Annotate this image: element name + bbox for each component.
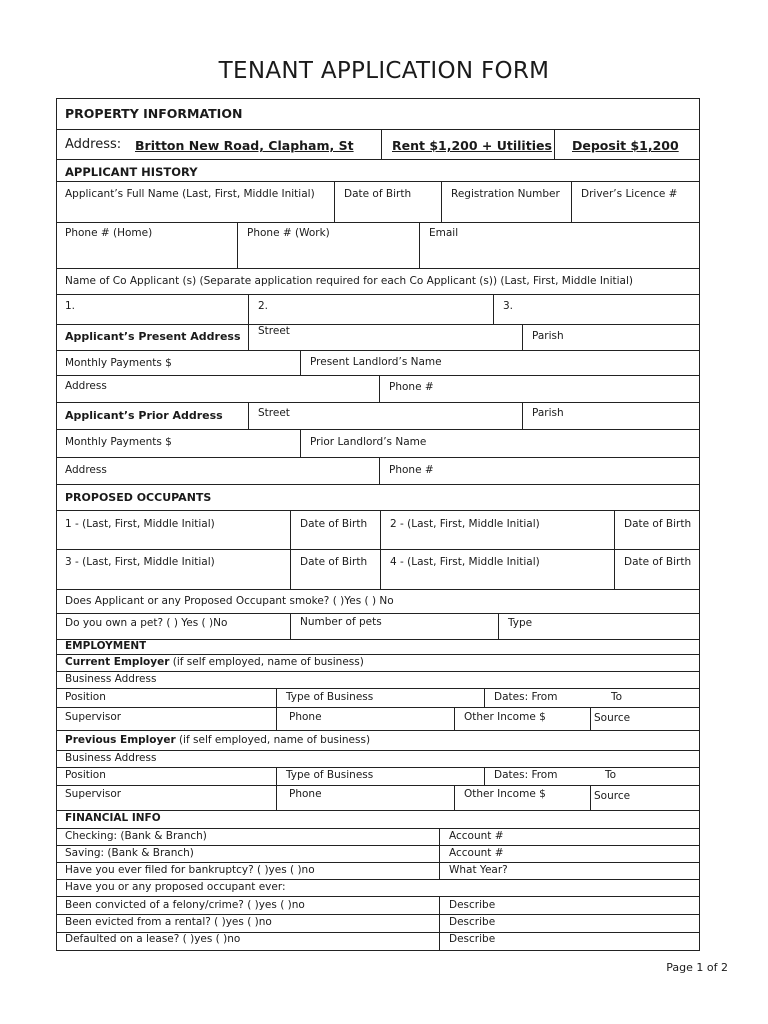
prior-phone-field[interactable]: Phone #	[389, 464, 434, 476]
pet-type-field[interactable]: Type	[508, 617, 533, 629]
bankruptcy-question[interactable]: Have you ever filed for bankruptcy? ( )yes ( )no	[65, 864, 315, 876]
present-monthly-field[interactable]: Monthly Payments $	[65, 357, 172, 369]
address-label: Address:	[65, 137, 122, 152]
previous-employer-field[interactable]: Previous Employer (if self employed, name of business)	[65, 734, 371, 746]
current-dates-to-field[interactable]: To	[611, 691, 623, 703]
licence-field[interactable]: Driver’s Licence #	[581, 188, 678, 200]
occupant-3-dob-field[interactable]: Date of Birth	[300, 556, 368, 568]
saving-field[interactable]: Saving: (Bank & Branch)	[65, 847, 194, 859]
current-other-income-field[interactable]: Other Income $	[464, 711, 546, 723]
occupant-2-field[interactable]: 2 - (Last, First, Middle Initial)	[390, 518, 540, 530]
co-applicant-label: Name of Co Applicant (s) (Separate application required for each Co Applicant (s)) (Last, First, Middle Initial)	[65, 275, 633, 287]
occupant-1-dob-field[interactable]: Date of Birth	[300, 518, 368, 530]
current-employer-field[interactable]: Current Employer (if self employed, name of business)	[65, 656, 364, 668]
previous-other-income-field[interactable]: Other Income $	[464, 788, 546, 800]
co-applicant-1-field[interactable]: 1.	[65, 300, 76, 312]
current-type-business-field[interactable]: Type of Business	[286, 691, 374, 703]
checking-field[interactable]: Checking: (Bank & Branch)	[65, 830, 207, 842]
current-supervisor-field[interactable]: Supervisor	[65, 711, 122, 723]
previous-dates-to-field[interactable]: To	[605, 769, 617, 781]
current-source-field[interactable]: Source	[594, 712, 631, 724]
previous-supervisor-field[interactable]: Supervisor	[65, 788, 122, 800]
saving-account-field[interactable]: Account #	[449, 847, 504, 859]
current-position-field[interactable]: Position	[65, 691, 106, 703]
pet-question[interactable]: Do you own a pet? ( ) Yes ( )No	[65, 617, 228, 629]
prior-address-field[interactable]: Address	[65, 464, 107, 476]
present-landlord-field[interactable]: Present Landlord’s Name	[310, 356, 442, 368]
ever-label: Have you or any proposed occupant ever:	[65, 881, 286, 893]
current-phone-field[interactable]: Phone	[289, 711, 322, 723]
prior-monthly-field[interactable]: Monthly Payments $	[65, 436, 172, 448]
felony-describe-field[interactable]: Describe	[449, 899, 496, 911]
occupant-4-dob-field[interactable]: Date of Birth	[624, 556, 692, 568]
current-business-address-field[interactable]: Business Address	[65, 673, 157, 685]
present-phone-field[interactable]: Phone #	[389, 381, 434, 393]
phone-work-field[interactable]: Phone # (Work)	[247, 227, 330, 239]
previous-phone-field[interactable]: Phone	[289, 788, 322, 800]
rent-value: Rent $1,200 + Utilities	[392, 138, 552, 153]
employment-heading: EMPLOYMENT	[65, 640, 147, 652]
occupant-1-field[interactable]: 1 - (Last, First, Middle Initial)	[65, 518, 215, 530]
occupant-3-field[interactable]: 3 - (Last, First, Middle Initial)	[65, 556, 215, 568]
email-field[interactable]: Email	[429, 227, 459, 239]
occupants-heading: PROPOSED OCCUPANTS	[65, 491, 212, 504]
financial-heading: FINANCIAL INFO	[65, 812, 161, 824]
co-applicant-2-field[interactable]: 2.	[258, 300, 269, 312]
evicted-question[interactable]: Been evicted from a rental? ( )yes ( )no	[65, 916, 272, 928]
form-title: TENANT APPLICATION FORM	[218, 58, 550, 84]
registration-field[interactable]: Registration Number	[451, 188, 560, 200]
prior-parish-field[interactable]: Parish	[532, 407, 564, 419]
current-dates-from-field[interactable]: Dates: From	[494, 691, 558, 703]
bankruptcy-year-field[interactable]: What Year?	[449, 864, 508, 876]
applicant-history-heading: APPLICANT HISTORY	[65, 165, 198, 179]
previous-type-business-field[interactable]: Type of Business	[286, 769, 374, 781]
number-of-pets-field[interactable]: Number of pets	[300, 616, 382, 628]
previous-business-address-field[interactable]: Business Address	[65, 752, 157, 764]
prior-landlord-field[interactable]: Prior Landlord’s Name	[310, 436, 427, 448]
prior-address-label: Applicant’s Prior Address	[65, 409, 223, 422]
previous-dates-from-field[interactable]: Dates: From	[494, 769, 558, 781]
occupant-2-dob-field[interactable]: Date of Birth	[624, 518, 692, 530]
page-number: Page 1 of 2	[666, 961, 728, 974]
previous-position-field[interactable]: Position	[65, 769, 106, 781]
previous-source-field[interactable]: Source	[594, 790, 631, 802]
checking-account-field[interactable]: Account #	[449, 830, 504, 842]
property-heading: PROPERTY INFORMATION	[65, 106, 243, 121]
defaulted-describe-field[interactable]: Describe	[449, 933, 496, 945]
present-address-label: Applicant’s Present Address	[65, 330, 241, 343]
defaulted-question[interactable]: Defaulted on a lease? ( )yes ( )no	[65, 933, 241, 945]
evicted-describe-field[interactable]: Describe	[449, 916, 496, 928]
co-applicant-3-field[interactable]: 3.	[503, 300, 514, 312]
full-name-field[interactable]: Applicant’s Full Name (Last, First, Middle Initial)	[65, 188, 315, 200]
application-form	[56, 98, 700, 951]
prior-street-field[interactable]: Street	[258, 407, 290, 419]
smoke-question[interactable]: Does Applicant or any Proposed Occupant smoke? ( )Yes ( ) No	[65, 595, 394, 607]
occupant-4-field[interactable]: 4 - (Last, First, Middle Initial)	[390, 556, 540, 568]
phone-home-field[interactable]: Phone # (Home)	[65, 227, 153, 239]
present-street-field[interactable]: Street	[258, 325, 290, 337]
felony-question[interactable]: Been convicted of a felony/crime? ( )yes ( )no	[65, 899, 305, 911]
property-address-value: Britton New Road, Clapham, St	[135, 138, 354, 153]
dob-field[interactable]: Date of Birth	[344, 188, 412, 200]
present-parish-field[interactable]: Parish	[532, 330, 564, 342]
deposit-value: Deposit $1,200	[572, 138, 679, 153]
present-address-field[interactable]: Address	[65, 380, 107, 392]
